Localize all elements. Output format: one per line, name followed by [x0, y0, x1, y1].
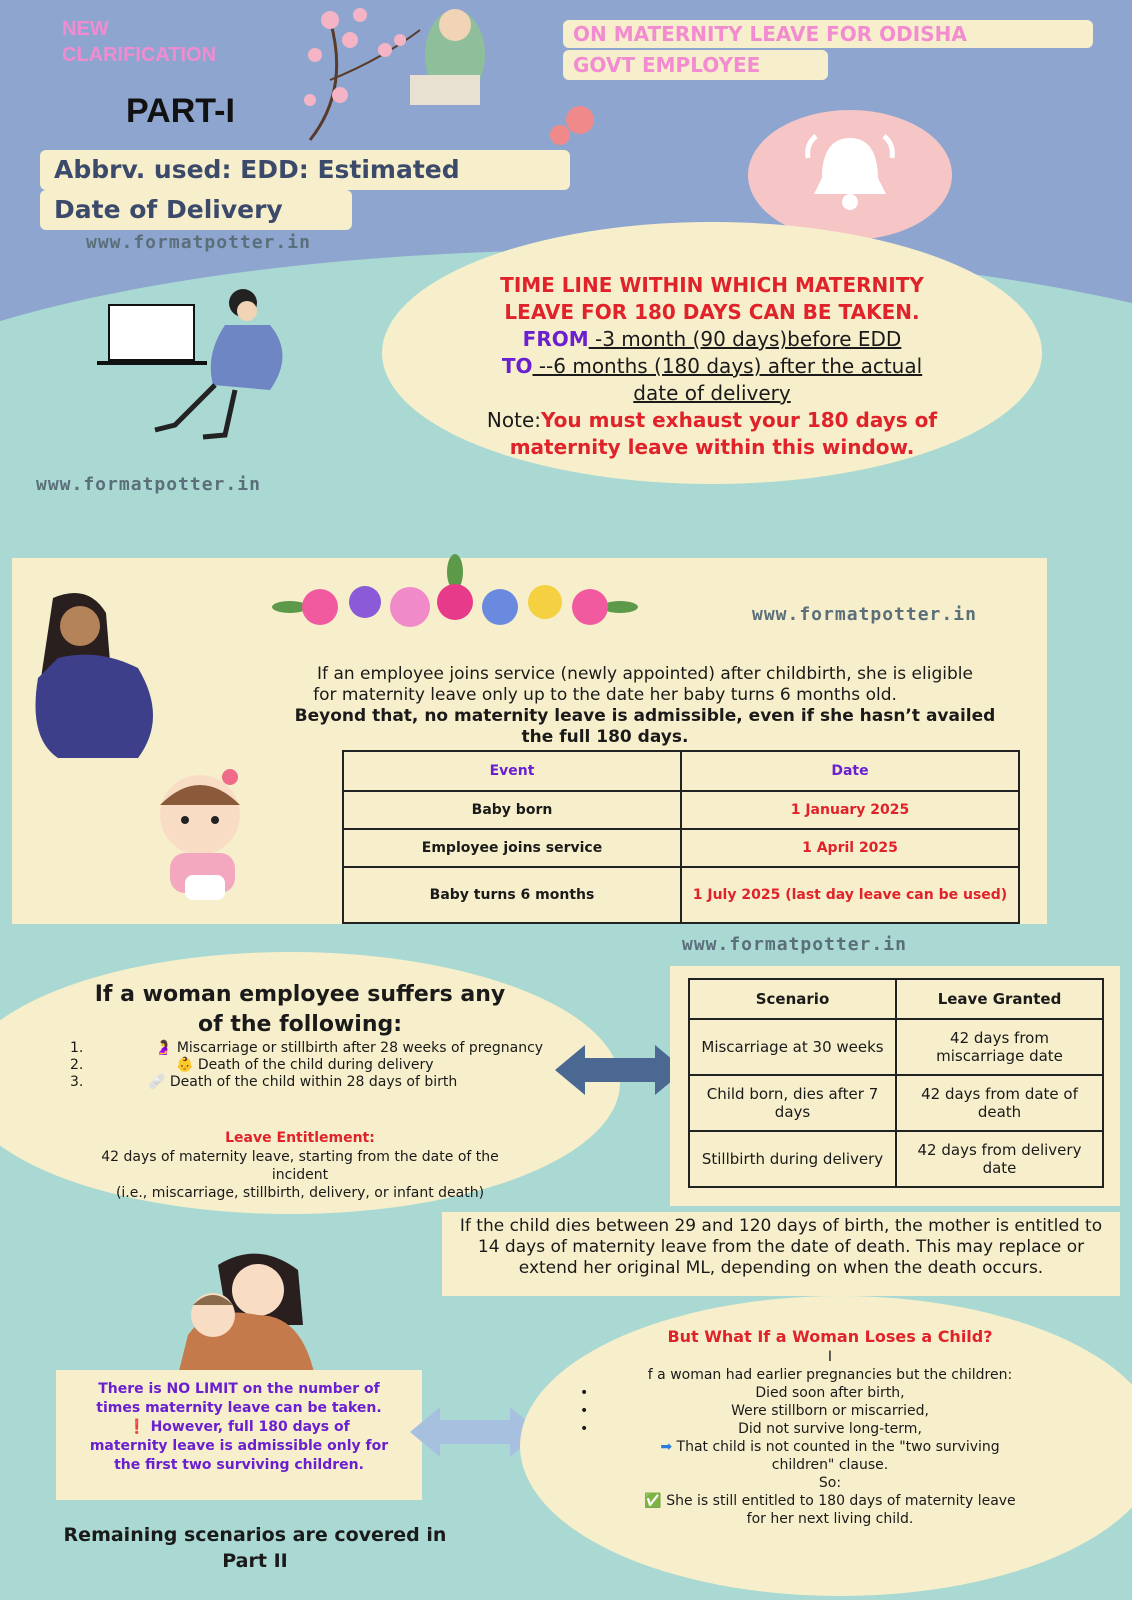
site-watermark: www.formatpotter.in [752, 604, 977, 625]
list-item: • Did not survive long-term, [580, 1421, 922, 1437]
footer-note: Remaining scenarios are covered in Part II [63, 1524, 447, 1572]
check-icon: ✅ [644, 1493, 662, 1509]
abbrev-line1: Abbrv. used: EDD: Estimated [40, 150, 570, 190]
table-cell: 1 July 2025 (last day leave can be used) [681, 867, 1019, 923]
to-text2: date of delivery [633, 381, 791, 405]
from-text: -3 month (90 days)before EDD [588, 327, 902, 351]
note-label: Note: [486, 408, 542, 432]
list-item: • Died soon after birth, [580, 1385, 905, 1401]
cherry-blossom-illustration [290, 0, 610, 150]
loses-child-block: But What If a Woman Loses a Child? I f a woman had earlier pregnancies but the children: • Died soon after birth, • Were stillborn or miscarried, • Did not survive long-term, ➡ That child is not counted in the "two surviving children" clause. So: ✅ She is still entitled to 180 days of maternity leave for her next living child. [560, 1326, 1100, 1528]
table-cell: 42 days from date of death [896, 1075, 1103, 1131]
table-cell: Child born, dies after 7 days [689, 1075, 896, 1131]
table-row [689, 1075, 1103, 1131]
table-header: Event [343, 751, 681, 791]
site-watermark: www.formatpotter.in [682, 934, 907, 955]
double-arrow-icon [555, 1040, 685, 1100]
baby-icon: 👶 [176, 1057, 194, 1073]
suffers-heading-line2: of the following: [197, 1012, 403, 1037]
title-banner-line1: ON MATERNITY LEAVE FOR ODISHA [563, 20, 1093, 48]
new-clarification-label: NEW CLARIFICATION [62, 18, 217, 66]
to-label: TO [501, 354, 533, 378]
bold-line1: Beyond that, no maternity leave is admissible, even if she hasn’t availed [294, 706, 996, 726]
bandage-icon: 🩹 [148, 1074, 166, 1090]
table-cell: 42 days from delivery date [896, 1131, 1103, 1187]
table-cell: Employee joins service [343, 829, 681, 867]
table-cell: 1 April 2025 [681, 829, 1019, 867]
pregnant-icon: 🤰 [154, 1040, 173, 1056]
table-row [343, 829, 1019, 867]
table-cell: Baby born [343, 791, 681, 829]
bold-line2: the full 180 days. [521, 727, 689, 747]
flower-garland-illustration [270, 552, 640, 652]
site-watermark: www.formatpotter.in [86, 232, 311, 253]
abbrev-line2: Date of Delivery [40, 190, 352, 230]
para-line2: for maternity leave only up to the date her baby turns 6 months old. [313, 685, 897, 705]
timeline-heading-line2: LEAVE FOR 180 DAYS CAN BE TAKEN. [504, 300, 920, 324]
right-arrow-icon: ➡ [660, 1439, 673, 1455]
table-row [689, 1131, 1103, 1187]
table-cell: 1 January 2025 [681, 791, 1019, 829]
table-header: Leave Granted [896, 979, 1103, 1019]
note-text-line2: maternity leave within this window. [509, 435, 915, 459]
child-death-note: If the child dies between 29 and 120 days of birth, the mother is entitled to 14 days of maternity leave from the date of death. This may replace or extend her original ML, depending on when the death occurs. [442, 1212, 1120, 1296]
entitlement-label: Leave Entitlement: [225, 1130, 375, 1146]
from-label: FROM [522, 327, 589, 351]
scenario-table [688, 978, 1104, 1188]
suffers-list [60, 1040, 550, 1091]
baby-girl-illustration [135, 765, 265, 905]
suffers-heading [30, 980, 570, 1040]
pregnant-woman-laptop-illustration [95, 285, 305, 445]
timeline-heading-line1: TIME LINE WITHIN WHICH MATERNITY [500, 273, 924, 297]
table-cell: Stillbirth during delivery [689, 1131, 896, 1187]
to-text: --6 months (180 days) after the actual [532, 354, 923, 378]
title-banner-line2: GOVT EMPLOYEE [563, 50, 828, 80]
list-item: 2. 👶 Death of the child during delivery [70, 1057, 434, 1073]
table-header: Date [681, 751, 1019, 791]
pregnant-woman-illustration [18, 588, 163, 763]
table-cell: Miscarriage at 30 weeks [689, 1019, 896, 1075]
list-item: 3. 🩹 Death of the child within 28 days of birth [70, 1074, 458, 1090]
table-header: Scenario [689, 979, 896, 1019]
timeline-block [382, 272, 1042, 461]
para-line1: If an employee joins service (newly appointed) after childbirth, she is eligible [317, 664, 973, 684]
table-cell: 42 days from miscarriage date [896, 1019, 1103, 1075]
part-title: PART-I [126, 92, 235, 130]
table-cell: Baby turns 6 months [343, 867, 681, 923]
no-limit-box: There is NO LIMIT on the number of times maternity leave can be taken. ❗ However, full 180 days of maternity leave is admissible only for the first two surviving children. [56, 1370, 422, 1500]
loses-child-heading: But What If a Woman Loses a Child? [667, 1327, 993, 1346]
list-item: 1. 🤰 Miscarriage or stillbirth after 28 weeks of pregnancy [70, 1040, 544, 1056]
bell-icon [800, 128, 900, 218]
list-item: • Were stillborn or miscarried, [580, 1403, 929, 1419]
exclamation-icon: ❗ [128, 1419, 146, 1435]
site-watermark: www.formatpotter.in [36, 474, 261, 495]
table-row [343, 791, 1019, 829]
table-row [689, 1019, 1103, 1075]
newly-appointed-table [342, 750, 1020, 924]
entitlement-text: 42 days of maternity leave, starting from the date of the incident (i.e., miscarriage, stillbirth, delivery, or infant death) [101, 1149, 499, 1201]
note-text-line1: You must exhaust your 180 days of [541, 408, 938, 432]
table-row [343, 867, 1019, 923]
newly-appointed-paragraph [160, 664, 1050, 748]
suffers-heading-line1: If a woman employee suffers any [94, 982, 506, 1007]
